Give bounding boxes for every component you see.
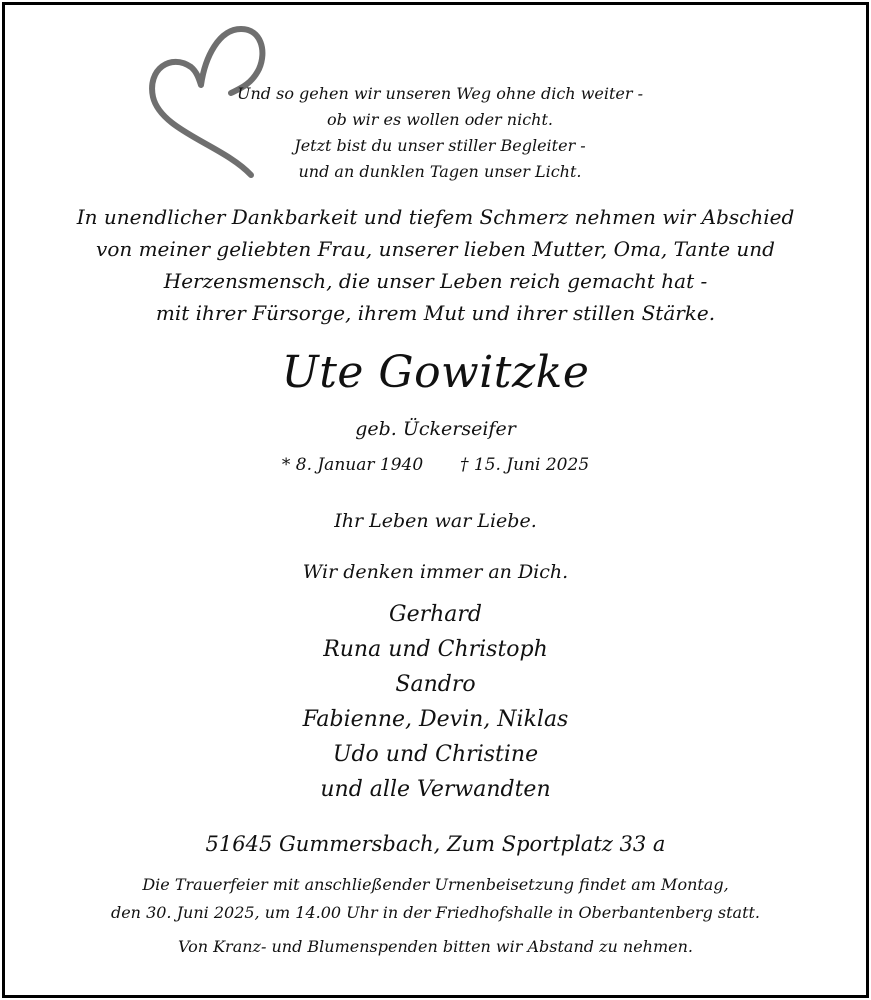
- mourner: Sandro: [395, 672, 476, 697]
- intro-line: von meiner geliebten Frau, unserer lieben Mutter, Oma, Tante und: [96, 237, 775, 261]
- mourner: Runa und Christoph: [323, 637, 548, 662]
- death-date: † 15. Juni 2025: [459, 455, 590, 475]
- poem-line: Und so gehen wir unseren Weg ohne dich weiter -: [236, 84, 644, 103]
- intro-text: [5, 201, 866, 329]
- life-dates: [5, 455, 866, 475]
- mourner: und alle Verwandten: [320, 777, 551, 802]
- saying-life: Ihr Leben war Liebe.: [334, 510, 537, 532]
- intro-line: In unendlicher Dankbarkeit und tiefem Schmerz nehmen wir Abschied: [76, 205, 795, 229]
- funeral-line: den 30. Juni 2025, um 14.00 Uhr in der Friedhofshalle in Oberbantenberg statt.: [110, 903, 761, 922]
- obituary-notice: [2, 2, 869, 998]
- donation-note: Von Kranz- und Blumenspenden bitten wir Abstand zu nehmen.: [177, 937, 694, 956]
- saying-remember: Wir denken immer an Dich.: [302, 561, 569, 583]
- funeral-line: Die Trauerfeier mit anschließender Urnenbeisetzung findet am Montag,: [142, 875, 729, 894]
- deceased-name: Ute Gowitzke: [281, 347, 590, 398]
- intro-line: mit ihrer Fürsorge, ihrem Mut und ihrer stillen Stärke.: [155, 301, 716, 325]
- intro-line: Herzensmensch, die unser Leben reich gemacht hat -: [163, 269, 708, 293]
- mourner: Gerhard: [389, 602, 482, 627]
- mourners-list: [5, 597, 866, 807]
- poem-line: ob wir es wollen oder nicht.: [327, 110, 553, 129]
- birth-date: * 8. Januar 1940: [281, 455, 424, 475]
- poem: [205, 81, 675, 185]
- funeral-info: [5, 871, 866, 927]
- poem-line: Jetzt bist du unser stiller Begleiter -: [294, 136, 586, 155]
- birth-name: geb. Ückerseifer: [355, 418, 516, 440]
- mourner: Udo und Christine: [332, 742, 539, 767]
- mourner: Fabienne, Devin, Niklas: [302, 707, 569, 732]
- family-address: 51645 Gummersbach, Zum Sportplatz 33 a: [205, 832, 666, 856]
- poem-line: und an dunklen Tagen unser Licht.: [298, 162, 582, 181]
